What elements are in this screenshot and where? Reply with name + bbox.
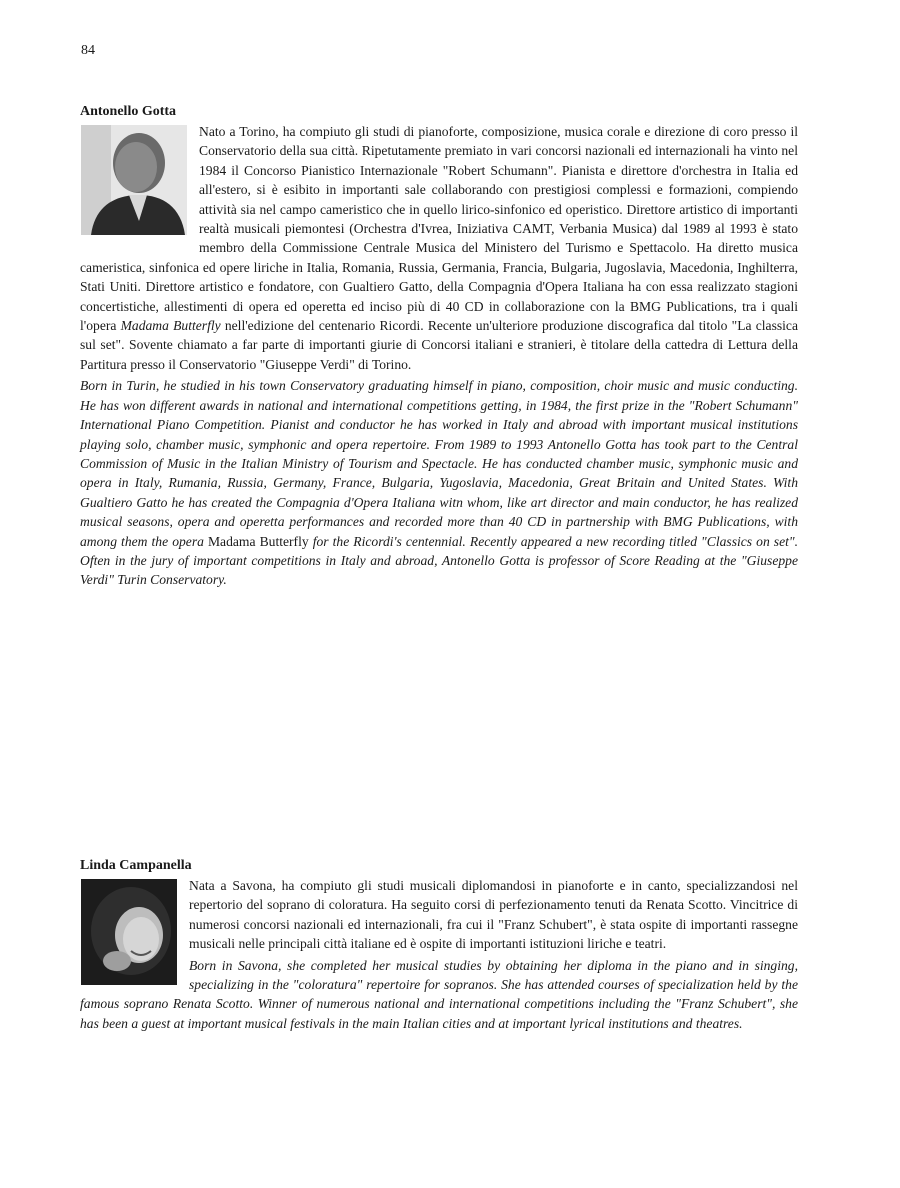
bio-english-text: Born in Turin, he studied in his town Conservatory graduating himself in piano, composition, choir music and music conducting. He has won different awards in national and international competitions getting, in 1984, the first prize in the "Robert Schumann" International Piano Competition. Pianist and conductor he has worked in Italy and abroad with important musical institutions playing solo, chamber music, symphonic and opera repertoire. From 1989 to 1993 Antonello Gotta has took part to the Central Commission of Music in the Italian Ministry of Tourism and Spectacle. He has conducted chamber music, symphonic music and opera in Italy, Rumania, Russia, Germany, France, Bulgaria, Yugoslavia, Macedonia, Great Britain and United States. With Gualtiero Gatto he has created the Compagnia d'Opera Italiana witn whom, like art director and main conductor, he has realized musical seasons, opera and operetta performances and recorded more than 40 CD in partnership with BMG Publications, with among them the opera Madama Butterfly for the Ricordi's centennial. Recently appeared a new recording titled "Classics on set". Often in the jury of important competitions in Italy and abroad, Antonello Gotta is professor of Score Reading at the "Giuseppe Verdi" Turin Conservatory. xyxy=(80,378,798,588)
opera-title: Madama Butterfly xyxy=(207,533,309,549)
portrait-photo-image xyxy=(81,879,177,985)
bio-linda-campanella xyxy=(80,856,798,1033)
bio-italian-text: Nata a Savona, ha compiuto gli studi musicali diplomandosi in pianoforte e in canto, specializzandosi nel repertorio del soprano di coloratura. Ha seguito corsi di perfezionamento tenuti da Renata Scotto. Vincitrice di numerosi concorsi nazionali ed internazionali, fra cui il "Franz Schubert", è stata ospite di importanti rassegne musicali nelle principali città italiane ed è ospite di importanti istituzioni liriche e teatri. xyxy=(189,878,798,952)
bio-english-text: Born in Savona, she completed her musical studies by obtaining her diploma in the piano and in singing, specializing in the "coloratura" repertoire for sopranos. She has attended courses of specialization held by the famous soprano Renata Scotto. Winner of numerous national and international competitions including the "Franz Schubert", she has been a guest at important musical festivals in the main Italian cities and at important lyrical institutions and theatres. xyxy=(80,957,798,1031)
portrait-photo xyxy=(81,879,177,985)
bio-name: Antonello Gotta xyxy=(80,104,177,119)
bio-italian-text: Nato a Torino, ha compiuto gli studi di pianoforte, composizione, musica corale e direzione di coro presso il Conservatorio della sua città. Ripetutamente premiato in vari concorsi nazionali ed internazionali ha vinto nel 1984 il Concorso Pianistico Internazionale "Robert Schumann". Pianista e direttore d'orchestra in Italia ed all'estero, si è esibito in importanti sale collaborando con prestigiosi complessi e formazioni, compiendo attività sia nel campo cameristico che in quello lirico-sinfonico ed operistico. Direttore artistico di importanti realtà musicali piemontesi (Orchestra d'Ivrea, Iniziativa CAMT, Verbania Musica) dal 1989 al 1993 è stato membro della Commissione Centrale Musica del Ministero del Turismo e Spettacolo. Ha diretto musica cameristica, sinfonica ed opere liriche in Italia, Romania, Russia, Germania, Francia, Bulgaria, Jugoslavia, Macedonia, Inghilterra, Stati Uniti. Direttore artistico e fondatore, con Gualtiero Gatto, della Compagnia d'Opera Italiana ha con essa realizzato stagioni concertistiche, allestimenti di opera ed operetta ed inciso più di 40 CD in collaborazione con la BMG Publications, tra i quali l'opera Madama Butterfly nell'edizione del centenario Ricordi. Recente un'ulteriore produzione discografica dal titolo "La classica sul set". Sovente chiamato a far parte di importanti giurie di Concorsi italiani e stranieri, è titolare della cattedra di Lettura della Partitura presso il Conservatorio "Giuseppe Verdi" di Torino. xyxy=(80,124,798,372)
bio-antonello-gotta xyxy=(80,102,798,590)
opera-title: Madama Butterfly xyxy=(120,318,221,334)
bio-name: Linda Campanella xyxy=(80,858,192,873)
portrait-photo xyxy=(81,125,187,235)
page-number: 84 xyxy=(81,43,95,58)
portrait-photo-image xyxy=(81,125,187,235)
